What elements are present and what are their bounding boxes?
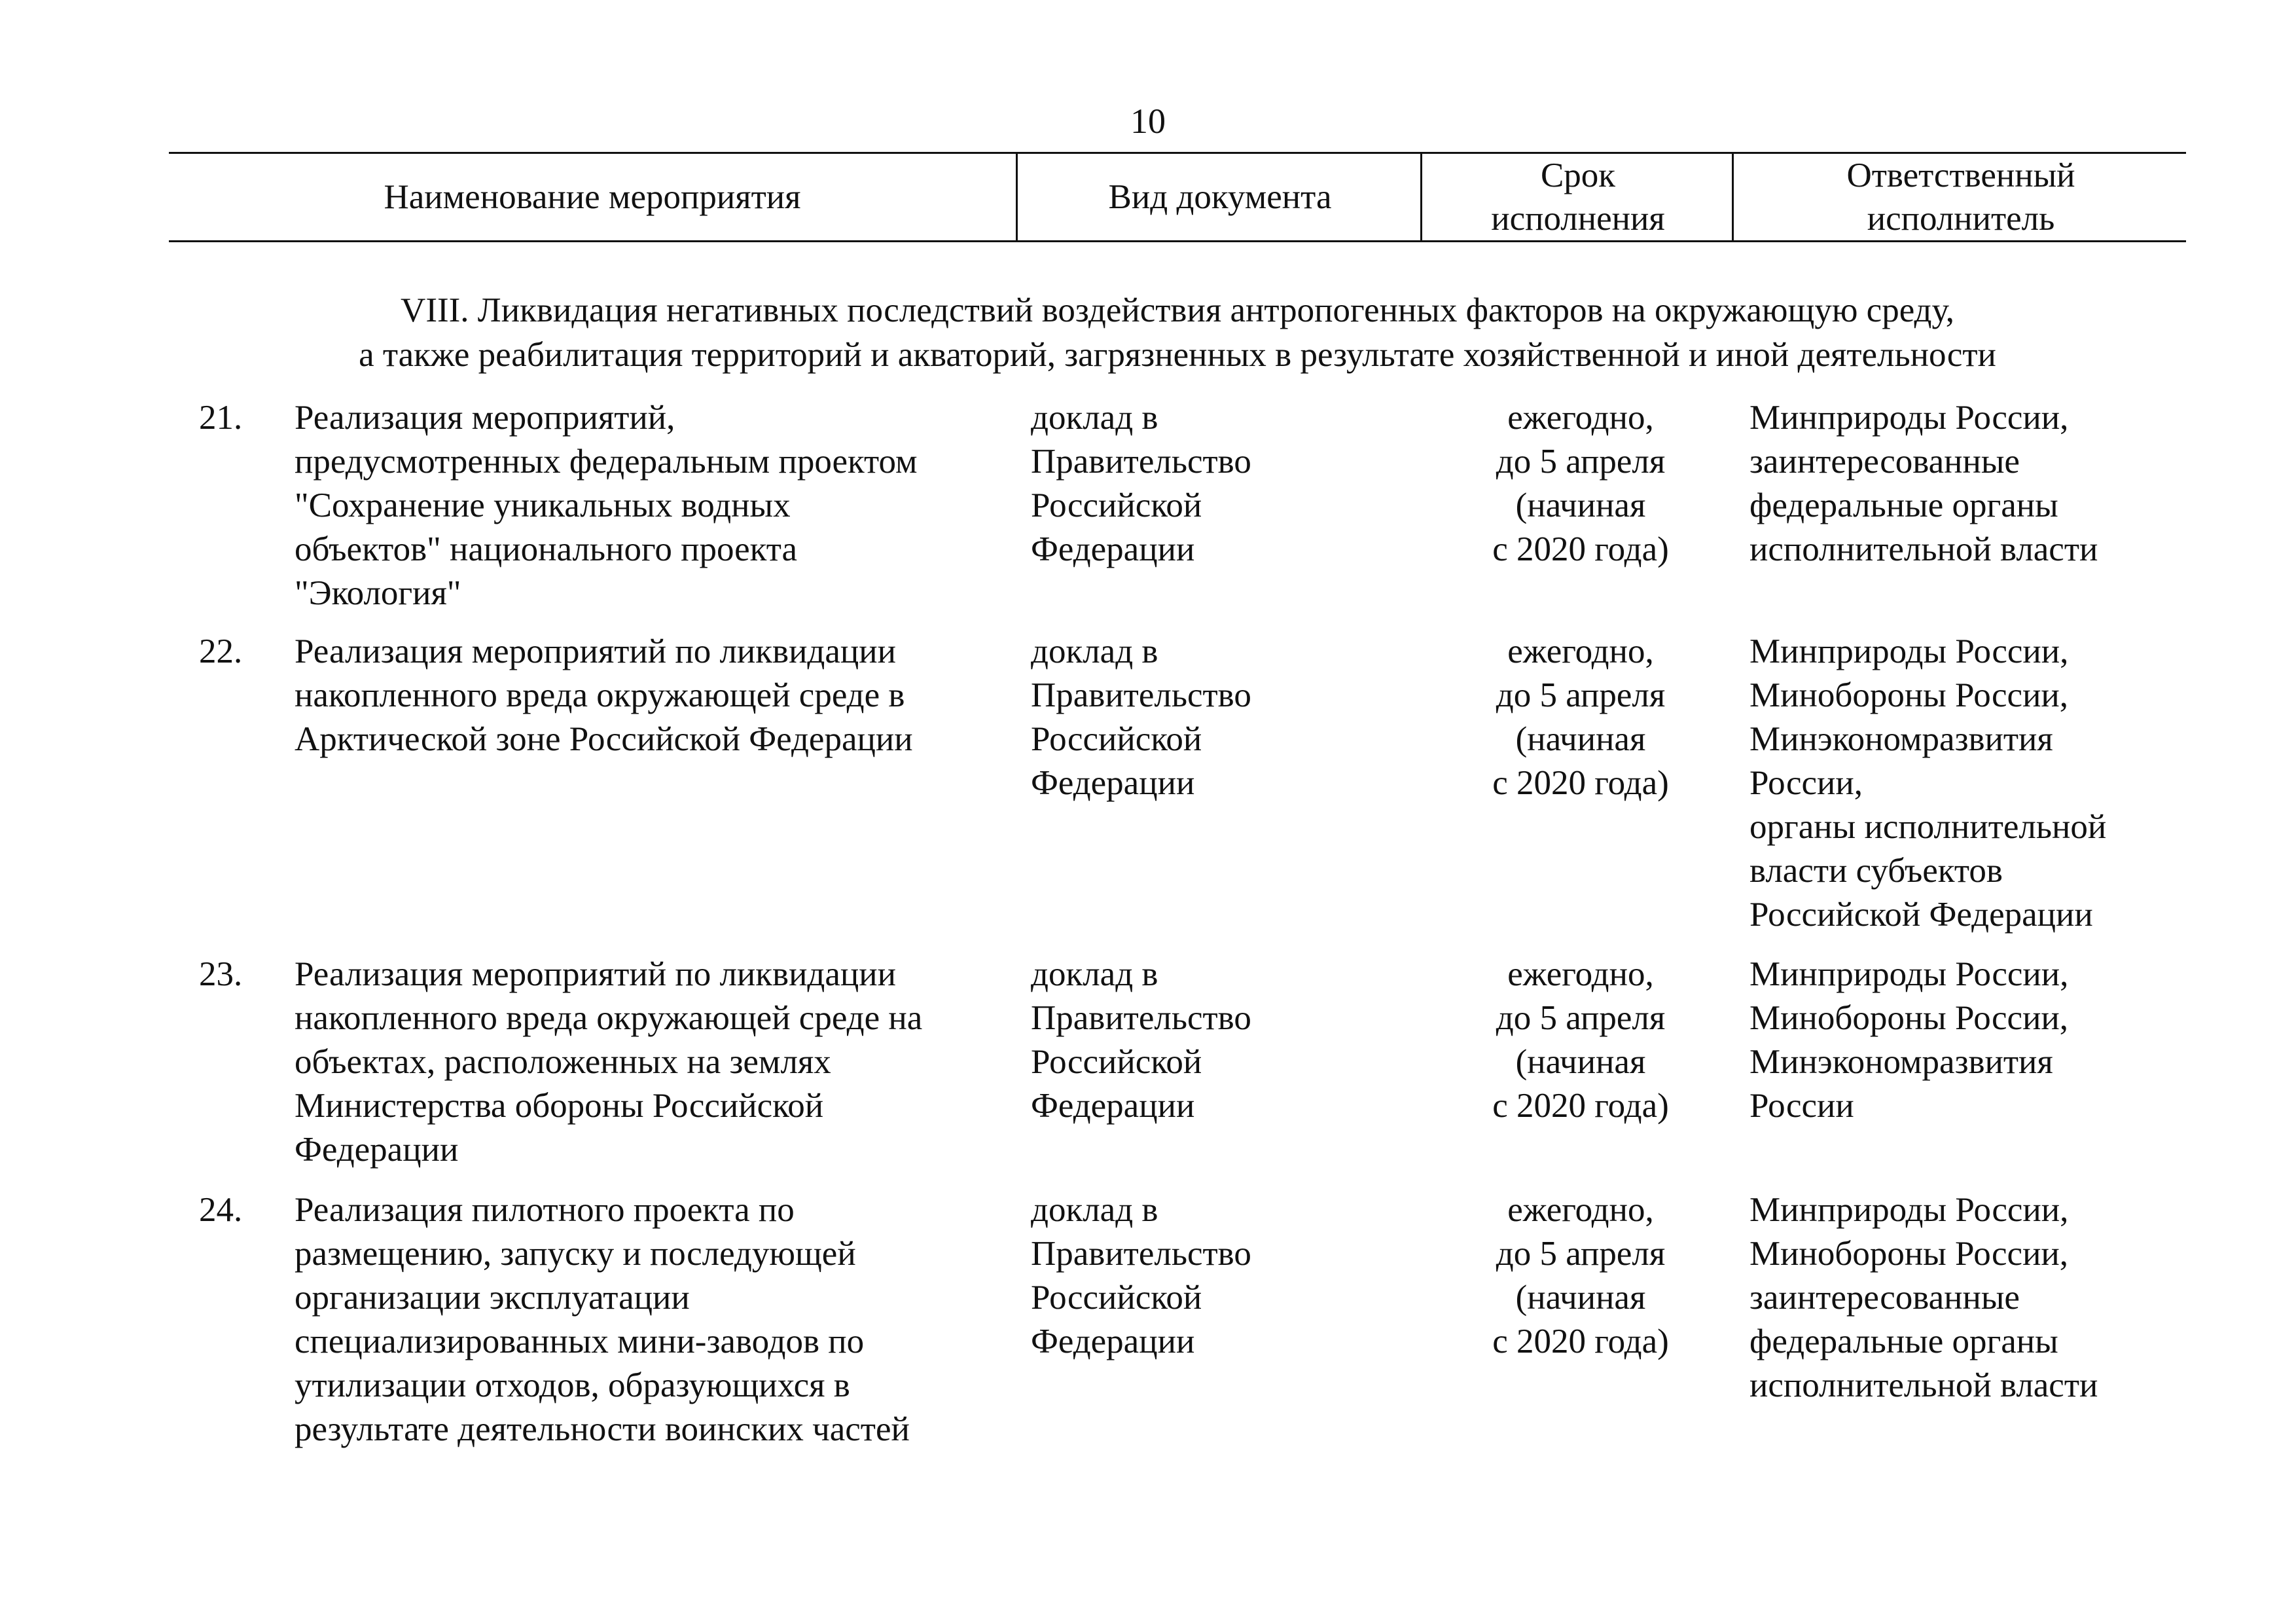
page-number: 10 [1130,101,1166,141]
section-title-line: а также реабилитация территорий и акваторий, загрязненных в результате хозяйственной и иной деятельности [359,336,1996,374]
row-name-line: накопленного вреда окружающей среде в [295,676,905,714]
row-term [1410,953,1751,1128]
row-name-line: предусмотренных федеральным проектом [295,443,918,481]
row-term-line: (начиная [1515,720,1646,758]
row-doc-line: Правительство [1031,1235,1251,1273]
row-number: 23. [199,955,243,993]
row-responsible-line: федеральные органы [1749,1322,2058,1360]
row-name [295,396,1014,615]
header-name: Наименование мероприятия [384,178,801,216]
row-responsible-line: Минприроды России, [1749,399,2069,437]
row-name-line: результате деятельности воинских частей [295,1410,910,1448]
row-responsible [1749,1188,2208,1408]
row-responsible [1749,396,2208,572]
row-doc-line: доклад в [1031,1191,1158,1229]
row-term-line: ежегодно, [1507,1191,1654,1229]
row-doc-line: Правительство [1031,676,1251,714]
row-term-line: ежегодно, [1507,632,1654,670]
row-term-line: (начиная [1515,1279,1646,1317]
row-name-line: утилизации отходов, образующихся в [295,1366,850,1404]
row-name-line: Реализация мероприятий по ликвидации [295,632,897,670]
row-doc [1031,396,1397,572]
row-responsible-line: заинтересованные [1749,1279,2020,1317]
header-term-line: исполнения [1491,200,1665,238]
row-doc-line: Федерации [1031,530,1195,568]
row-responsible-line: Минэкономразвития [1749,720,2053,758]
row-responsible [1749,953,2208,1128]
row-responsible-line: исполнительной власти [1749,1366,2098,1404]
row-responsible-line: Минобороны России, [1749,1235,2069,1273]
row-name-line: Федерации [295,1131,459,1169]
row-name-line: "Сохранение уникальных водных [295,486,791,524]
row-doc-line: Федерации [1031,764,1195,802]
row-term-line: (начиная [1515,1043,1646,1081]
row-term-line: с 2020 года) [1492,1087,1669,1125]
row-term [1410,630,1751,805]
row-doc-line: Федерации [1031,1087,1195,1125]
row-responsible-line: Минобороны России, [1749,676,2069,714]
row-responsible-line: власти субъектов [1749,852,2003,890]
header-term [1420,154,1734,240]
row-responsible-line: Минэкономразвития [1749,1043,2053,1081]
row-term [1410,396,1751,572]
row-name-line: "Экология" [295,574,461,612]
row-name-line: накопленного вреда окружающей среде на [295,999,923,1037]
row-term-line: до 5 апреля [1496,1235,1666,1273]
row-name-line: организации эксплуатации [295,1279,690,1317]
row-doc-line: Российской [1031,486,1202,524]
row-responsible-line: Минприроды России, [1749,955,2069,993]
row-name-line: специализированных мини-заводов по [295,1322,865,1360]
header-responsible-line: исполнитель [1867,200,2055,238]
row-doc [1031,630,1397,805]
row-name-line: размещению, запуску и последующей [295,1235,856,1273]
row-name [295,1188,1014,1451]
header-responsible-line: Ответственный [1846,156,2075,194]
row-doc-line: доклад в [1031,955,1158,993]
row-term-line: (начиная [1515,486,1646,524]
section-title-line: VIII. Ликвидация негативных последствий воздействия антропогенных факторов на окружающую среду, [401,291,1954,329]
row-name-line: Министерства обороны Российской [295,1087,824,1125]
row-doc-line: доклад в [1031,632,1158,670]
row-name [295,953,1014,1172]
row-responsible-line: Минприроды России, [1749,1191,2069,1229]
row-responsible-line: Минприроды России, [1749,632,2069,670]
row-number: 24. [199,1191,243,1229]
row-term-line: с 2020 года) [1492,530,1669,568]
row-doc-line: Правительство [1031,443,1251,481]
row-responsible-line: федеральные органы [1749,486,2058,524]
row-doc [1031,1188,1397,1364]
row-responsible-line: исполнительной власти [1749,530,2098,568]
row-responsible-line: Минобороны России, [1749,999,2069,1037]
table-header [169,152,2186,242]
row-term-line: с 2020 года) [1492,1322,1669,1360]
row-term-line: ежегодно, [1507,399,1654,437]
row-name-line: Реализация мероприятий, [295,399,675,437]
row-responsible-line: заинтересованные [1749,443,2020,481]
row-term-line: до 5 апреля [1496,999,1666,1037]
row-name-line: объектов" национального проекта [295,530,798,568]
row-responsible-line: России, [1749,764,1863,802]
row-name-line: Реализация мероприятий по ликвидации [295,955,897,993]
row-responsible-line: России [1749,1087,1854,1125]
row-doc-line: доклад в [1031,399,1158,437]
section-title [169,288,2186,377]
row-doc-line: Российской [1031,720,1202,758]
header-responsible [1732,154,2188,240]
row-doc [1031,953,1397,1128]
row-term-line: до 5 апреля [1496,676,1666,714]
row-name-line: Арктической зоне Российской Федерации [295,720,913,758]
row-doc-line: Правительство [1031,999,1251,1037]
header-doc-type: Вид документа [1016,154,1422,240]
row-term [1410,1188,1751,1364]
row-number: 22. [199,632,243,670]
row-responsible-line: Российской Федерации [1749,896,2093,934]
row-responsible-line: органы исполнительной [1749,808,2107,846]
row-number: 21. [199,399,243,437]
row-doc-line: Российской [1031,1043,1202,1081]
row-doc-line: Федерации [1031,1322,1195,1360]
row-name-line: объектах, расположенных на землях [295,1043,831,1081]
row-term-line: ежегодно, [1507,955,1654,993]
row-term-line: до 5 апреля [1496,443,1666,481]
row-responsible [1749,630,2208,937]
row-name [295,630,1014,761]
header-term-line: Срок [1540,156,1616,194]
row-name-line: Реализация пилотного проекта по [295,1191,795,1229]
row-term-line: с 2020 года) [1492,764,1669,802]
row-doc-line: Российской [1031,1279,1202,1317]
